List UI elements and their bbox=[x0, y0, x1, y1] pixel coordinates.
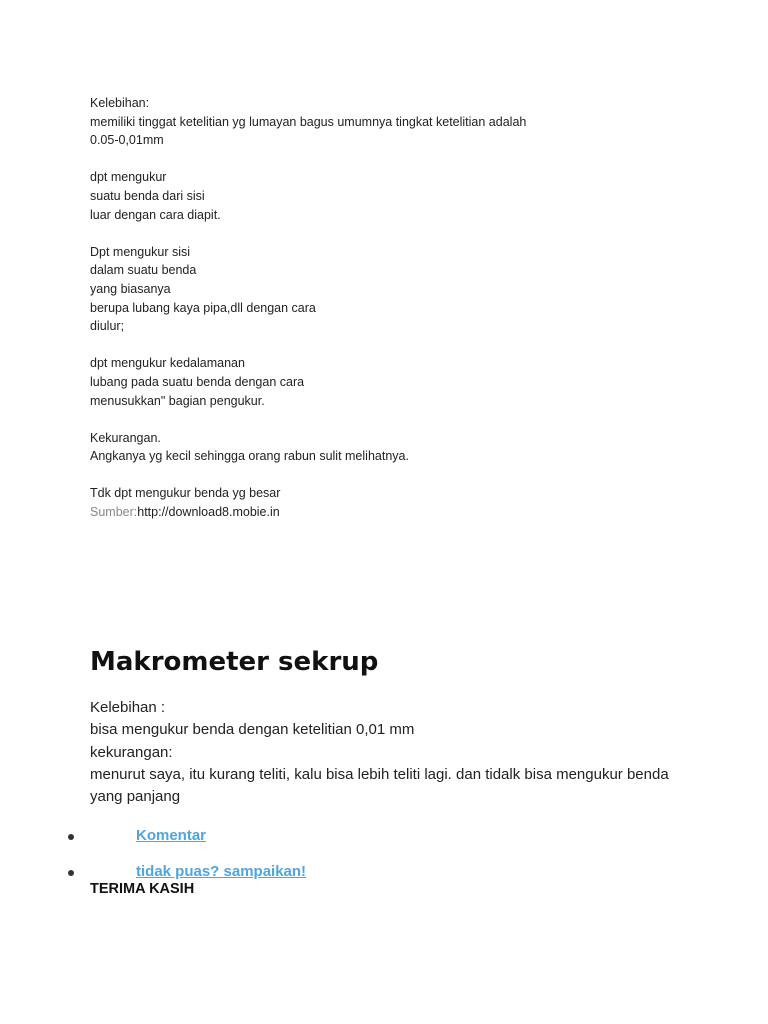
section-line: yang panjang bbox=[90, 788, 181, 806]
notes-line: dpt mengukur kedalamanan bbox=[90, 356, 245, 371]
source-url: http://download8.mobie.in bbox=[137, 505, 280, 520]
section-line: bisa mengukur benda dengan ketelitian 0,01 mm bbox=[90, 721, 415, 739]
bullet-dot-icon bbox=[68, 870, 74, 876]
paragraph-gap bbox=[90, 224, 690, 243]
source-label: Sumber: bbox=[90, 505, 138, 520]
notes-line: Dpt mengukur sisi bbox=[90, 244, 191, 259]
notes-line: suatu benda dari sisi bbox=[90, 188, 205, 203]
list-item bbox=[0, 825, 768, 861]
bullet-dot-icon bbox=[68, 834, 74, 840]
section-line: Kelebihan : bbox=[90, 699, 166, 716]
paragraph-gap bbox=[90, 466, 690, 485]
source-line bbox=[90, 503, 690, 522]
notes-line: Kelebihan: bbox=[90, 96, 150, 110]
notes-block bbox=[90, 94, 690, 522]
notes-line: 0.05-0,01mm bbox=[90, 133, 164, 148]
paragraph-gap bbox=[90, 150, 690, 169]
notes-line: Angkanya yg kecil sehingga orang rabun sulit melihatnya. bbox=[90, 449, 409, 464]
notes-line: Tdk dpt mengukur benda yg besar bbox=[90, 486, 281, 501]
notes-line: lubang pada suatu benda dengan cara bbox=[90, 374, 305, 389]
notes-line: dpt mengukur bbox=[90, 170, 167, 185]
section-line: kekurangan: bbox=[90, 743, 173, 761]
notes-line: Kekurangan. bbox=[90, 430, 161, 445]
notes-line: luar dengan cara diapit. bbox=[90, 207, 221, 222]
notes-line: diulur; bbox=[90, 319, 125, 334]
comment-link[interactable]: Komentar bbox=[136, 827, 207, 844]
notes-line: dalam suatu benda bbox=[90, 263, 197, 278]
notes-line: menusukkan" bagian pengukur. bbox=[90, 393, 265, 408]
notes-line: berupa lubang kaya pipa,dll dengan cara bbox=[90, 300, 316, 315]
notes-line: memiliki tinggat ketelitian yg lumayan bagus umumnya tingkat ketelitian adalah bbox=[90, 114, 527, 129]
closing-text: TERIMA KASIH bbox=[90, 881, 195, 897]
notes-line: yang biasanya bbox=[90, 281, 171, 296]
section-body bbox=[90, 697, 690, 808]
paragraph-gap bbox=[90, 410, 690, 429]
feedback-link[interactable]: tidak puas? sampaikan! bbox=[136, 863, 307, 880]
paragraph-gap bbox=[90, 336, 690, 355]
section-line: menurut saya, itu kurang teliti, kalu bisa lebih teliti lagi. dan tidalk bisa mengukur benda bbox=[90, 765, 669, 783]
section-title: Makrometer sekrup bbox=[90, 647, 379, 677]
